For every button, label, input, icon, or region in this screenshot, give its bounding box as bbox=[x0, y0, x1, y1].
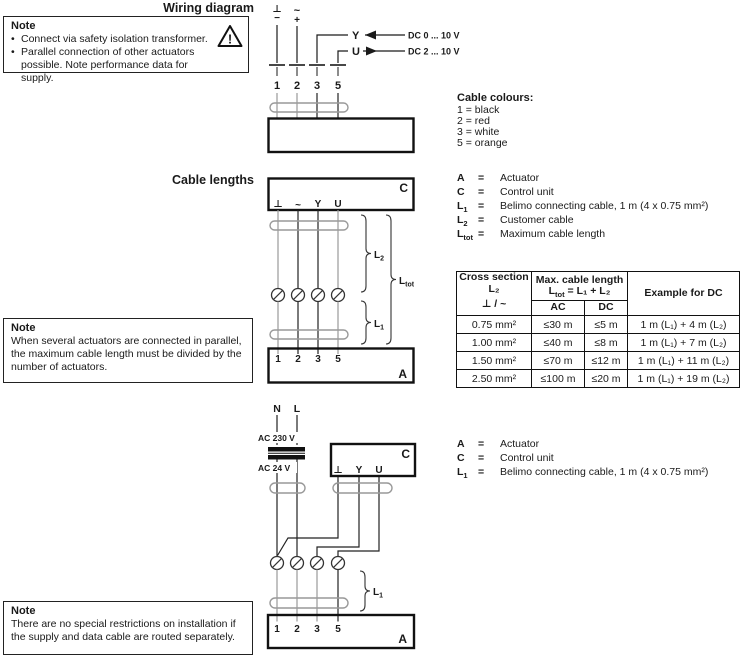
l2-label: $L_2$ bbox=[374, 250, 385, 263]
col-header-ac: AC bbox=[532, 301, 585, 316]
cable-sleeve bbox=[270, 483, 305, 493]
actuator-box bbox=[269, 119, 414, 153]
ac230-label: AC 230 V bbox=[258, 433, 295, 443]
cable-length-table bbox=[456, 271, 740, 388]
control-unit-label: C bbox=[401, 447, 410, 461]
legend-row: $L_1$ = Belimo connecting cable, 1 m (4 x 0.75 mm²) bbox=[457, 200, 709, 215]
c-terminal-gnd: ⊥ bbox=[333, 465, 343, 476]
terminal-ticks bbox=[277, 67, 338, 76]
l1-brace bbox=[361, 301, 371, 344]
cable-sleeve bbox=[270, 221, 348, 230]
legend-row: A = Actuator bbox=[457, 438, 540, 450]
bullet-text: Parallel connection of other actuators possible. Note performance data for supply. bbox=[21, 46, 195, 84]
lower-wires bbox=[278, 302, 338, 355]
arrow-left-icon bbox=[365, 31, 376, 40]
legend-row: A = Actuator bbox=[457, 172, 540, 184]
arrow-right-icon bbox=[366, 47, 377, 56]
cable-colours-legend bbox=[457, 92, 533, 149]
table-row: 0.75 mm² ≤30 m ≤5 m 1 m (L₁) + 4 m (L₂) bbox=[457, 316, 740, 334]
cable-colour-item: 3 = white bbox=[457, 126, 500, 138]
control-unit-label: C bbox=[399, 181, 408, 195]
ltot-brace bbox=[386, 215, 396, 344]
note-box-installation bbox=[3, 601, 253, 655]
note-title: Note bbox=[11, 605, 36, 617]
col-header-max-length: Max. cable length $L_{tot} = L_1 + L_2$ bbox=[532, 272, 628, 301]
l1-label: $L_1$ bbox=[373, 587, 384, 600]
installation-schematic bbox=[255, 395, 455, 661]
y-signal-label: DC 0 ... 10 V bbox=[408, 30, 460, 41]
terminal-3: 3 bbox=[313, 80, 321, 92]
installation-legend bbox=[457, 437, 708, 479]
cable-colour-item: 1 = black bbox=[457, 104, 500, 116]
cable-sleeve bbox=[333, 483, 392, 493]
lower-wires bbox=[277, 570, 338, 622]
actuator-box bbox=[269, 349, 414, 383]
terminal-2: 2 bbox=[293, 80, 301, 92]
cable-sleeve bbox=[270, 103, 348, 112]
table-row: 2.50 mm² ≤100 m ≤20 m 1 m (L₁) + 19 m (L₂) bbox=[457, 370, 740, 388]
cable-colour-item: 2 = red bbox=[457, 115, 490, 127]
actuator-box bbox=[268, 615, 414, 648]
legend-row: C = Control unit bbox=[457, 186, 554, 198]
c-terminal-u: U bbox=[375, 465, 383, 476]
note-text: There are no special restrictions on installation if the supply and data cable are routed separately. bbox=[11, 618, 236, 643]
legend-row: $L_1$ = Belimo connecting cable, 1 m (4 x 0.75 mm²) bbox=[457, 466, 709, 481]
note-title: Note bbox=[11, 322, 36, 334]
c-terminal-u: U bbox=[334, 199, 342, 210]
cable-wires bbox=[277, 93, 338, 118]
c-terminal-gnd: ⊥ bbox=[273, 199, 283, 210]
cable-lengths-schematic bbox=[255, 170, 455, 392]
ground-symbol: ⊥ bbox=[272, 4, 282, 15]
cable-lengths-heading: Cable lengths bbox=[172, 173, 254, 187]
l1-label: $L_1$ bbox=[374, 319, 385, 332]
note-box-transformer bbox=[3, 16, 249, 84]
col-header-example: Example for DC bbox=[628, 272, 740, 316]
cable-colours-title: Cable colours: bbox=[457, 92, 534, 104]
u-terminal-label: U bbox=[352, 46, 360, 58]
a-terminal-3: 3 bbox=[314, 624, 320, 635]
ac24-label: AC 24 V bbox=[258, 463, 291, 473]
note-box-parallel bbox=[3, 318, 253, 383]
cable-sleeve bbox=[270, 598, 348, 608]
terminal-1: 1 bbox=[273, 80, 281, 92]
a-terminal-3: 3 bbox=[315, 354, 321, 365]
legend-row: $L_2$ = Customer cable bbox=[457, 214, 574, 229]
ac-symbol: ~ bbox=[293, 5, 301, 17]
terminal-5: 5 bbox=[334, 80, 342, 92]
note-bullets bbox=[11, 33, 216, 85]
legend-row: C = Control unit bbox=[457, 452, 554, 464]
col-header-dc: DC bbox=[585, 301, 628, 316]
l1-brace bbox=[360, 571, 370, 611]
l2-brace bbox=[361, 215, 371, 292]
actuator-label: A bbox=[398, 632, 407, 646]
wiring-diagram-schematic bbox=[255, 0, 480, 160]
a-terminal-5: 5 bbox=[335, 354, 341, 365]
connector-circles bbox=[272, 289, 345, 302]
cable-sleeve bbox=[270, 330, 348, 339]
transformer-symbol bbox=[268, 447, 305, 460]
bullet-dot: • bbox=[11, 46, 15, 58]
col-header-cross-section: Cross section L₂ ⊥ / ~ bbox=[457, 272, 532, 316]
wiring-diagram-heading: Wiring diagram bbox=[163, 1, 254, 15]
a-terminal-5: 5 bbox=[335, 624, 341, 635]
a-terminal-1: 1 bbox=[275, 354, 281, 365]
a-terminal-2: 2 bbox=[295, 354, 301, 365]
line-label: L bbox=[293, 403, 301, 415]
a-terminal-1: 1 bbox=[274, 624, 280, 635]
u-signal-label: DC 2 ... 10 V bbox=[408, 46, 460, 57]
neutral-label: N bbox=[273, 403, 281, 415]
svg-text:!: ! bbox=[227, 31, 233, 47]
table-row: 1.50 mm² ≤70 m ≤12 m 1 m (L₁) + 11 m (L₂) bbox=[457, 352, 740, 370]
plus-symbol: + bbox=[294, 15, 300, 26]
cable-colour-item: 5 = orange bbox=[457, 137, 508, 149]
table-row: 1.00 mm² ≤40 m ≤8 m 1 m (L₁) + 7 m (L₂) bbox=[457, 334, 740, 352]
upper-wires bbox=[278, 210, 338, 289]
supply-wires bbox=[277, 25, 405, 63]
note-title: Note bbox=[11, 20, 36, 32]
bullet-dot: • bbox=[11, 33, 15, 45]
ltot-label: $L_{tot}$ bbox=[399, 276, 415, 289]
c-terminal-y: Y bbox=[314, 199, 322, 210]
note-bullet bbox=[11, 33, 216, 46]
note-text: When several actuators are connected in parallel, the maximum cable length must be divided by the number of actuators. bbox=[11, 335, 242, 373]
bullet-text: Connect via safety isolation transformer. bbox=[21, 33, 208, 45]
minus-symbol: − bbox=[274, 13, 280, 24]
connector-circles bbox=[271, 557, 345, 570]
legend-row: $L_{tot}$ = Maximum cable length bbox=[457, 228, 606, 243]
cable-lengths-legend bbox=[457, 171, 708, 241]
c-terminal-ac: ~ bbox=[295, 200, 301, 211]
note-bullet bbox=[11, 46, 216, 85]
a-terminal-2: 2 bbox=[294, 624, 300, 635]
actuator-label: A bbox=[398, 367, 407, 381]
c-terminal-y: Y bbox=[355, 465, 363, 476]
warning-triangle-icon bbox=[217, 24, 243, 53]
y-terminal-label: Y bbox=[352, 30, 360, 42]
